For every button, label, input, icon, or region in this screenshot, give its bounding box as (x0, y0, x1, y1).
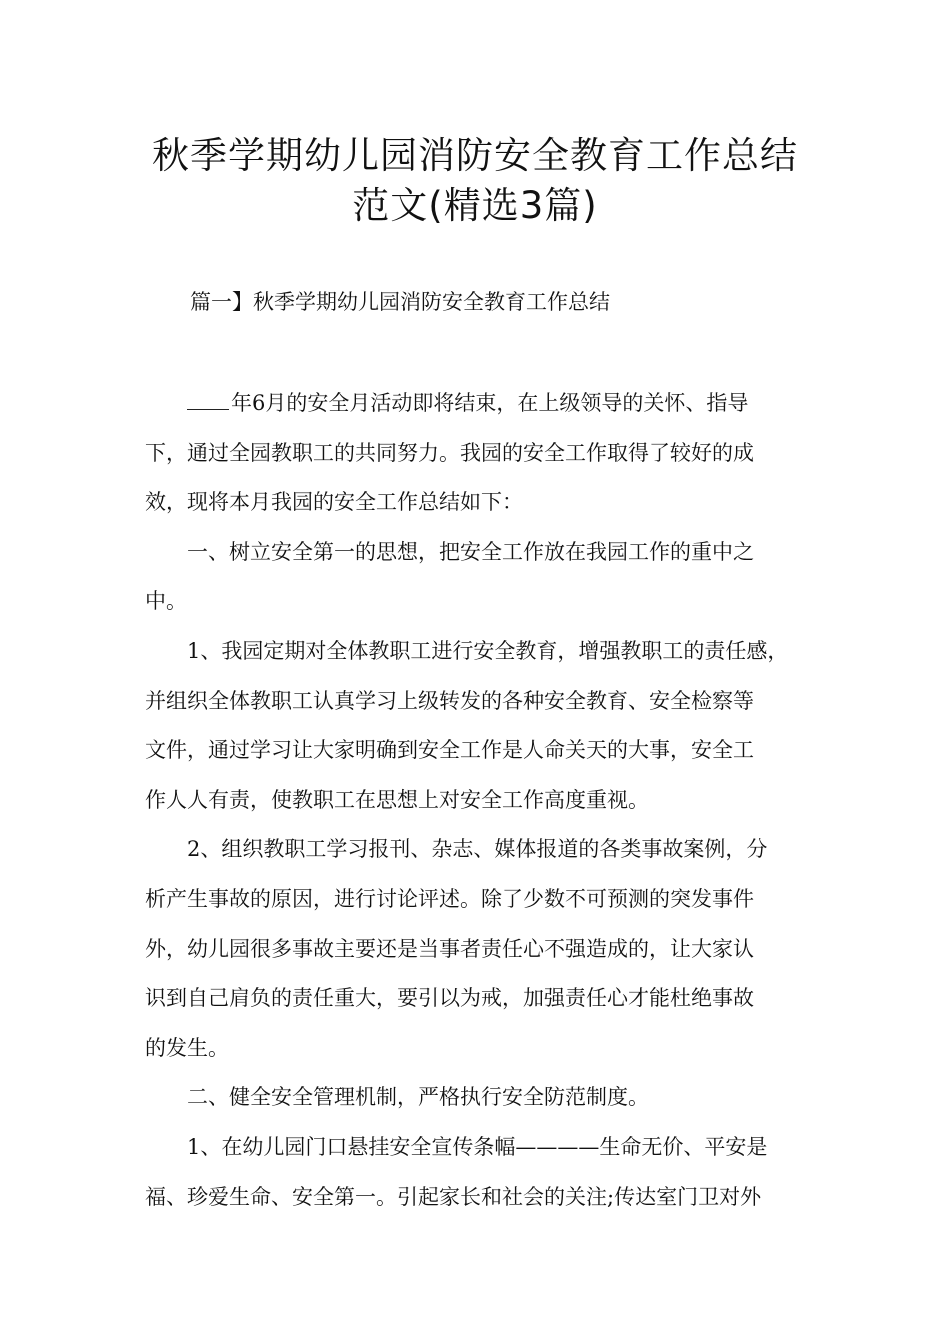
body-line-text: 中。 (145, 589, 187, 614)
body-line (145, 528, 809, 578)
body-line (145, 1173, 809, 1223)
body-line (145, 776, 809, 826)
body-line (145, 379, 809, 429)
body-line (145, 577, 809, 627)
body-line (145, 1024, 809, 1074)
fill-in-blank (187, 391, 229, 410)
body-line (145, 627, 809, 677)
document-title-line-2: 范文(精选3篇) (352, 184, 598, 227)
body-line-text: 1、在幼儿园门口悬挂安全宣传条幅————生命无价、平安是 (187, 1134, 768, 1159)
body-line (145, 677, 809, 727)
body-line-text: 下，通过全园教职工的共同努力。我园的安全工作取得了较好的成 (145, 440, 754, 465)
body-line (145, 726, 809, 776)
body-line-text: 作人人有责，使教职工在思想上对安全工作高度重视。 (145, 787, 649, 812)
body-line-text: 并组织全体教职工认真学习上级转发的各种安全教育、安全检察等 (145, 688, 754, 713)
document-body (145, 379, 809, 1222)
body-line-text: 文件，通过学习让大家明确到安全工作是人命关天的大事，安全工 (145, 738, 754, 763)
document-title-line-1: 秋季学期幼儿园消防安全教育工作总结 (152, 134, 798, 177)
section-heading: 篇一】秋季学期幼儿园消防安全教育工作总结 (190, 290, 610, 314)
body-line (145, 1123, 809, 1173)
body-line (145, 875, 809, 925)
body-line-text: 福、珍爱生命、安全第一。引起家长和社会的关注;传达室门卫对外 (145, 1184, 762, 1209)
body-line-text: 1、我园定期对全体教职工进行安全教育，增强教职工的责任感， (187, 638, 789, 663)
body-line-text: 2、组织教职工学习报刊、杂志、媒体报道的各类事故案例，分 (187, 837, 768, 862)
body-line (145, 478, 809, 528)
body-line-text: 析产生事故的原因，进行讨论评述。除了少数不可预测的突发事件 (145, 886, 754, 911)
body-line-text: 二、健全安全管理机制，严格执行安全防范制度。 (187, 1085, 649, 1110)
body-line-text: 年6月的安全月活动即将结束，在上级领导的关怀、指导 (231, 391, 749, 415)
body-line-text: 外，幼儿园很多事故主要还是当事者责任心不强造成的，让大家认 (145, 936, 754, 961)
body-line-text: 识到自己肩负的责任重大，要引以为戒，加强责任心才能杜绝事故 (145, 986, 754, 1011)
body-line (145, 974, 809, 1024)
body-line-text: 的发生。 (145, 1035, 229, 1060)
body-line-text: 效，现将本月我园的安全工作总结如下： (145, 490, 523, 515)
body-line (145, 825, 809, 875)
body-line (145, 925, 809, 975)
body-line (145, 1073, 809, 1123)
body-line-text: 一、树立安全第一的思想，把安全工作放在我园工作的重中之 (187, 539, 754, 564)
body-line (145, 429, 809, 479)
